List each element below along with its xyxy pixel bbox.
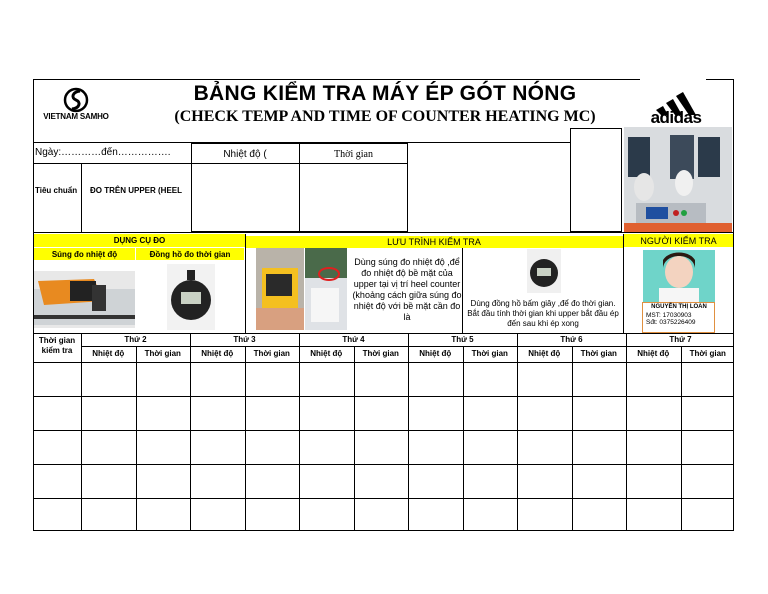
subcol-divider xyxy=(245,346,246,531)
time-subheader: Thời gian xyxy=(471,349,508,358)
tool-label-stopwatch: Đồng hồ đo thời gian xyxy=(136,248,244,260)
table-row xyxy=(33,362,734,363)
process-title: LƯU TRÌNH KIỂM TRA xyxy=(245,236,623,248)
subcol-divider xyxy=(136,346,137,531)
standard-divider xyxy=(33,163,191,164)
inspector-mst: MST: 17030903 xyxy=(646,312,692,319)
machine-photo xyxy=(624,127,732,232)
process-stopwatch-photo xyxy=(527,249,561,293)
tool-label-gun: Súng đo nhiệt độ xyxy=(34,248,135,260)
subcol-divider xyxy=(463,346,464,531)
subcol-divider xyxy=(354,346,355,531)
header-row-line xyxy=(81,346,734,347)
temp-subheader: Nhiệt độ xyxy=(310,349,343,358)
process-text-2: Dùng đồng hồ bấm giây ,để đo thời gian. Bắt đầu tính thời gian khi upper bắt đầu ép đến sau khi ép xong xyxy=(467,299,619,328)
temp-subheader: Nhiệt độ xyxy=(528,349,561,358)
page-title: BẢNG KIỂM TRA MÁY ÉP GÓT NÓNG xyxy=(193,82,577,105)
day-header: Thứ 7 xyxy=(669,335,692,344)
temp-subheader: Nhiệt độ xyxy=(201,349,234,358)
inspector-phone: Sđt: 0375226409 xyxy=(646,319,696,326)
inspector-photo xyxy=(643,250,715,302)
time-subheader: Thời gian xyxy=(580,349,617,358)
day-header: Thứ 6 xyxy=(560,335,583,344)
day-header: Thứ 3 xyxy=(233,335,256,344)
standard-label: Tiêu chuẩn xyxy=(35,186,78,195)
measure-photo-2 xyxy=(305,248,347,330)
page-subtitle: (CHECK TEMP AND TIME OF COUNTER HEATING MC) xyxy=(174,108,596,125)
date-label: Ngày:…………đến……………. xyxy=(35,147,171,158)
table-row xyxy=(33,396,734,397)
time-subheader: Thời gian xyxy=(253,349,290,358)
tools-title: DỤNG CỤ ĐO xyxy=(34,234,245,247)
day-header: Thứ 2 xyxy=(124,335,147,344)
temp-subheader: Nhiệt độ xyxy=(419,349,452,358)
day-header: Thứ 5 xyxy=(451,335,474,344)
table-row xyxy=(33,464,734,465)
time-subheader: Thời gian xyxy=(689,349,726,358)
temp-subheader: Nhiệt độ xyxy=(92,349,125,358)
table-row xyxy=(33,430,734,431)
subcol-divider xyxy=(572,346,573,531)
time-label: Thời gian xyxy=(334,149,373,160)
frame-gap xyxy=(640,77,706,81)
tools-divider xyxy=(245,234,246,333)
blank-photo-box xyxy=(570,128,622,232)
table-row xyxy=(33,498,734,499)
spec-divider-h xyxy=(191,163,408,164)
standard-value: ĐO TRÊN UPPER (HEEL xyxy=(90,186,183,195)
temp-gun-photo xyxy=(34,271,135,328)
stopwatch-photo xyxy=(167,264,215,330)
samho-logo-text: VIETNAM SAMHO xyxy=(43,112,109,121)
time-subheader: Thời gian xyxy=(362,349,399,358)
check-table xyxy=(33,333,734,531)
section-top-line xyxy=(33,232,734,233)
day-header: Thứ 4 xyxy=(342,335,365,344)
subcol-divider xyxy=(681,346,682,531)
first-col-header: Thời gian kiểm tra xyxy=(38,336,76,355)
process-divider xyxy=(462,248,463,333)
inspector-title: NGƯỜI KIỂM TRA xyxy=(624,234,733,247)
inspector-divider xyxy=(623,234,624,333)
adidas-logo-text: adidas xyxy=(650,108,702,127)
measure-photo-1 xyxy=(256,248,304,330)
temp-subheader: Nhiệt độ xyxy=(637,349,670,358)
standard-divider-v xyxy=(81,163,82,232)
inspector-name: NGUYỄN THỊ LOAN xyxy=(651,304,707,310)
time-subheader: Thời gian xyxy=(144,349,181,358)
temp-label: Nhiệt độ ( xyxy=(223,149,267,160)
process-text-1: Dùng súng đo nhiệt độ ,để đo nhiệt độ bề mặt của upper tại vị trí heel counter (khoảng cách giữa súng đo nhiệt độ với bề mặt cần đo là xyxy=(352,257,462,322)
